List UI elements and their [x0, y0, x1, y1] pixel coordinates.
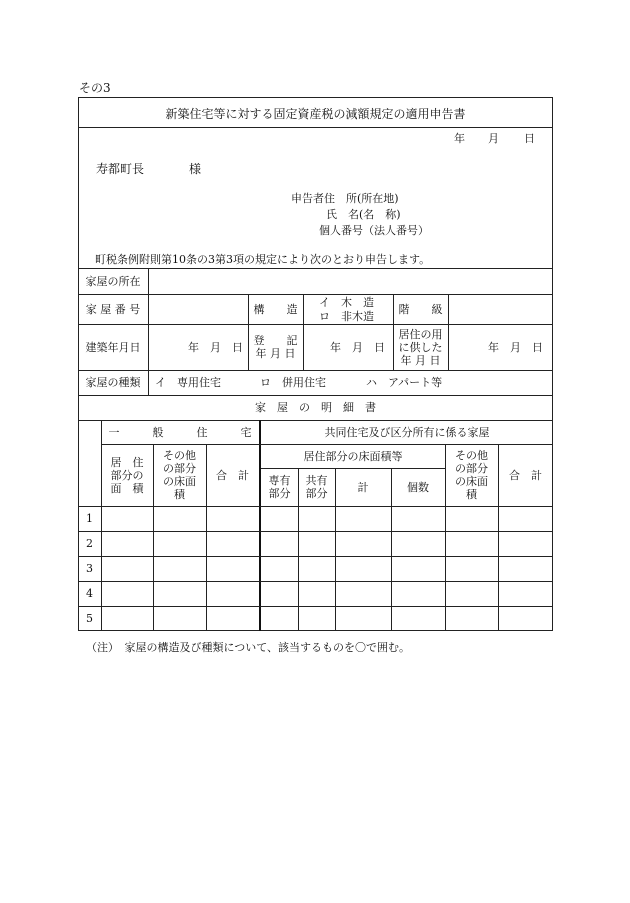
col-count: 個数: [407, 480, 429, 494]
row-number: 2: [86, 537, 93, 550]
built-date-label: 建築年月日: [85, 340, 141, 354]
applicant-name-label: 氏 名(名 称): [326, 208, 401, 221]
house-type-label: 家屋の種類: [85, 376, 141, 389]
floors-label: 階 級: [398, 302, 443, 316]
col-exclusive: 専有 部分: [268, 474, 291, 500]
house-number-label: 家 屋 番 号: [85, 302, 141, 316]
built-date-ymd: 年 月 日: [188, 341, 243, 354]
structure-label: 構 造: [253, 302, 298, 316]
registered-date-label: 登 記 年 月 日: [253, 334, 298, 360]
form-number: その3: [79, 81, 111, 95]
detail-title: 家 屋 の 明 細 書: [255, 401, 376, 414]
applicant-address-label: 申告者住 所(所在地): [291, 192, 399, 205]
row-number: 3: [86, 562, 93, 575]
structure-option-wood: イ 木 造: [319, 296, 374, 309]
addressee-name: 寿都町長: [96, 162, 145, 176]
applicant-number-label: 個人番号（法人番号）: [319, 224, 429, 237]
row-number: 5: [86, 612, 93, 625]
registered-date-ymd: 年 月 日: [330, 341, 385, 354]
shared-housing-header: 共同住宅及び区分所有に係る家屋: [324, 425, 490, 439]
type-option-mixed: ロ 併用住宅: [260, 376, 326, 389]
col-total: 合 計: [216, 468, 249, 482]
row-number: 4: [86, 587, 93, 600]
col-sum: 計: [357, 480, 369, 494]
form-title: 新築住宅等に対する固定資産税の減額規定の適用申告書: [165, 107, 466, 121]
col-other-area: その他 の部分 の床面 積: [163, 449, 196, 501]
location-label: 家屋の所在: [85, 274, 141, 288]
type-option-apartment: ハ アパート等: [366, 376, 443, 389]
title-divider: [78, 127, 553, 128]
general-housing-header: 一 般 住 宅: [108, 425, 252, 439]
col-common: 共有 部分: [305, 474, 328, 500]
declaration-text: 町税条例附則第10条の3第3項の規定により次のとおり申告します。: [95, 253, 431, 266]
col-total-2: 合 計: [509, 468, 542, 482]
used-date-label: 居住の用 に供した 年 月 日: [398, 327, 443, 367]
date-day: 日: [524, 132, 535, 145]
date-month: 月: [488, 132, 499, 145]
type-option-exclusive: イ 専用住宅: [155, 376, 221, 389]
col-residential-area: 居 住 部分の 面 積: [110, 455, 144, 495]
form-frame: [78, 97, 553, 631]
addressee-honorific: 様: [189, 162, 202, 176]
header-divider: [78, 268, 553, 269]
residential-floor-header: 居住部分の床面積等: [303, 449, 403, 463]
footnote: （注） 家屋の構造及び種類について、該当するものを〇で囲む。: [86, 641, 411, 654]
col-other-area-2: その他 の部分 の床面 積: [455, 449, 488, 501]
used-date-ymd: 年 月 日: [488, 341, 543, 354]
structure-option-nonwood: ロ 非木造: [319, 310, 374, 323]
date-year: 年: [454, 132, 465, 145]
row-number: 1: [86, 512, 93, 525]
